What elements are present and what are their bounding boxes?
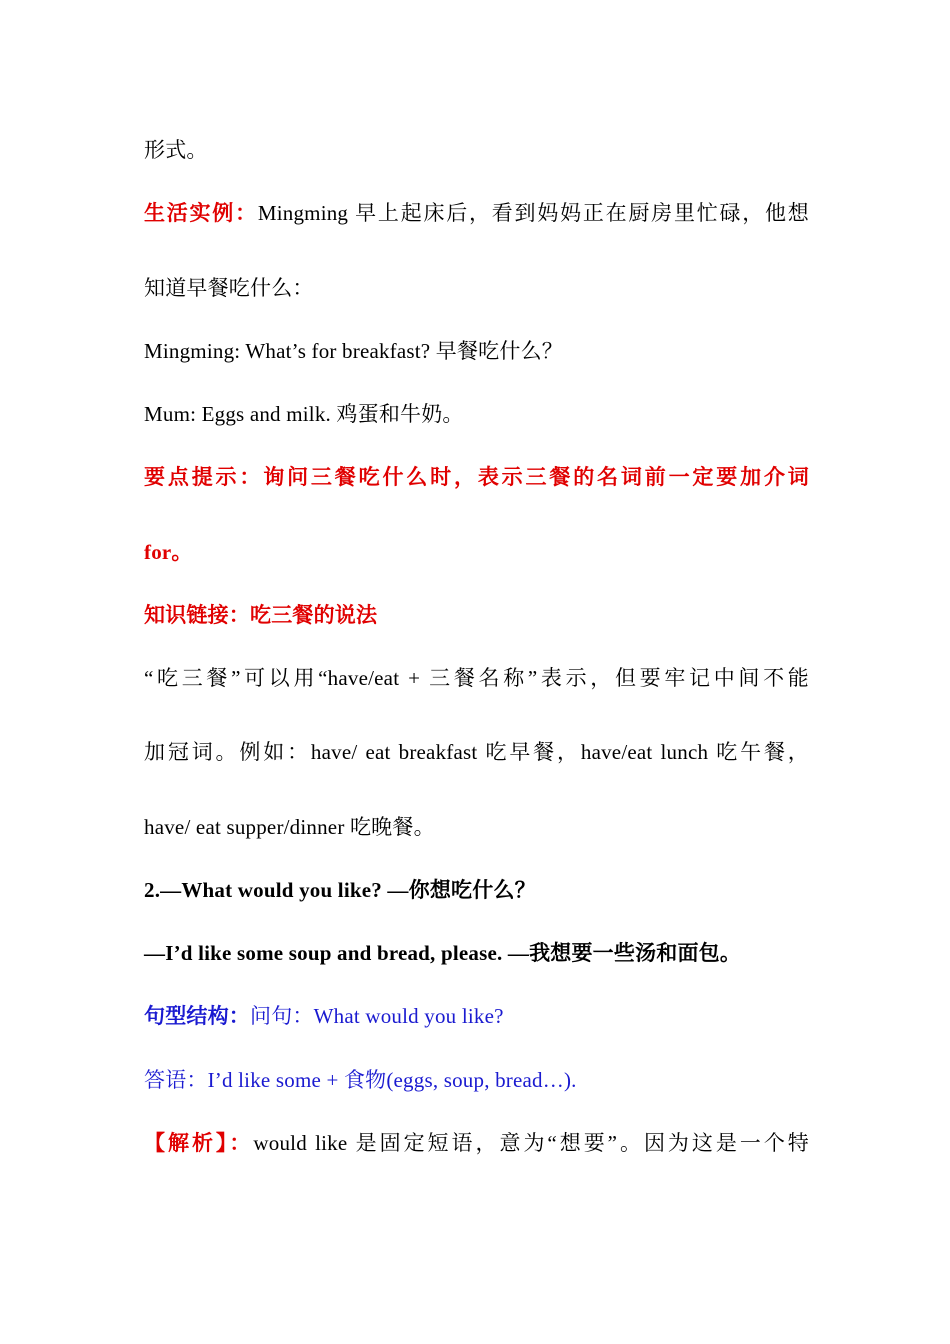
structure-line <box>144 1002 809 1030</box>
dialogue-line <box>144 337 809 365</box>
label-life-example: 生活实例： <box>144 201 258 225</box>
text-meal-examples: 加冠词。例如：have/ eat breakfast 吃早餐，have/eat lunch 吃午餐， <box>144 740 809 764</box>
label-analysis: 【解析】： <box>144 1131 254 1155</box>
paragraph-line <box>144 813 809 841</box>
sentence-question: 2.—What would you like? —你想吃什么？ <box>144 878 536 902</box>
knowledge-link-text: 知识链接：吃三餐的说法 <box>144 603 378 627</box>
text-want-know-breakfast: 知道早餐吃什么： <box>144 276 314 300</box>
key-point-line <box>144 538 809 566</box>
key-point-text-end: for。 <box>144 540 193 564</box>
key-point-text: 要点提示：询问三餐吃什么时，表示三餐的名词前一定要加介词 <box>144 465 809 489</box>
dialogue-mingming: Mingming: What’s for breakfast? 早餐吃什么？ <box>144 339 563 363</box>
sentence-heading <box>144 876 809 904</box>
paragraph-line <box>144 199 809 227</box>
text-form-suffix: 形式。 <box>144 138 208 162</box>
text-life-example: Mingming 早上起床后，看到妈妈正在厨房里忙碌，他想 <box>257 201 809 225</box>
paragraph-line <box>144 664 809 692</box>
dialogue-mum: Mum: Eggs and milk. 鸡蛋和牛奶。 <box>144 402 464 426</box>
analysis-line <box>144 1129 809 1157</box>
text-three-meals: “吃三餐”可以用“have/eat + 三餐名称”表示，但要牢记中间不能 <box>144 666 809 690</box>
paragraph-line <box>144 274 809 302</box>
structure-line <box>144 1066 809 1094</box>
sentence-answer: —I’d like some soup and bread, please. —我想要一些汤和面包。 <box>144 941 742 965</box>
structure-question: 问句：What would you like? <box>250 1004 504 1028</box>
analysis-text: would like 是固定短语，意为“想要”。因为这是一个特 <box>253 1131 810 1155</box>
sentence-heading <box>144 939 809 967</box>
paragraph-line <box>144 136 809 164</box>
label-sentence-structure: 句型结构： <box>144 1004 250 1028</box>
structure-answer: 答语：I’d like some + 食物(eggs, soup, bread…). <box>144 1068 577 1092</box>
dialogue-line <box>144 400 809 428</box>
paragraph-line <box>144 738 809 766</box>
knowledge-link-heading <box>144 601 809 629</box>
text-meal-dinner: have/ eat supper/dinner 吃晚餐。 <box>144 815 435 839</box>
key-point-line <box>144 463 809 491</box>
